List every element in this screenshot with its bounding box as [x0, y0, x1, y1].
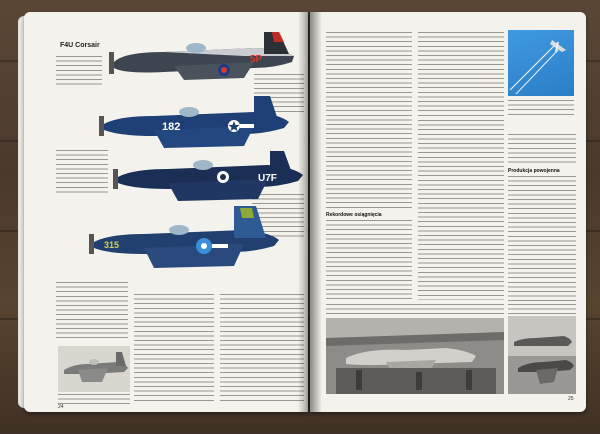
aircraft-sky-photo: [508, 30, 574, 96]
body-text-column: [56, 282, 128, 342]
left-page: [24, 12, 308, 412]
body-text-column: [134, 294, 214, 404]
body-text-column: [508, 134, 576, 164]
body-text-column: [418, 32, 504, 116]
body-text-column: [418, 212, 504, 300]
right-page: [310, 12, 586, 412]
section-heading: Rekordowe osiągnięcia: [326, 212, 382, 218]
page-number: 25: [568, 396, 574, 402]
photo-caption: [508, 100, 574, 118]
body-text-column: [508, 176, 576, 302]
book-gutter: [298, 12, 322, 412]
aircraft-code-label: 182: [162, 121, 181, 133]
aircraft-code-label: 315: [104, 240, 120, 250]
aircraft-formation-photo: [508, 316, 576, 394]
aircraft-code-label: 5P: [250, 54, 263, 65]
body-text-column: [326, 220, 412, 300]
open-magazine: [18, 12, 588, 424]
page-heading: F4U Corsair: [60, 42, 100, 49]
aircraft-illustration-3: [108, 147, 308, 207]
body-text-column: [418, 120, 504, 210]
page-number: 24: [58, 404, 64, 410]
caption-text-block: [56, 56, 102, 86]
factory-photo-bw: [326, 318, 504, 394]
photo-caption: [508, 304, 576, 314]
caption-text-block: [56, 150, 108, 194]
body-text-column: [220, 294, 304, 404]
aircraft-illustration-4: [84, 202, 284, 277]
aircraft-photo-bw: [58, 346, 130, 392]
section-heading: Produkcja powojenna: [508, 168, 560, 174]
aircraft-illustration-1: [104, 22, 304, 92]
photo-caption: [58, 394, 130, 404]
body-text-column: [326, 32, 412, 210]
aircraft-code-label: U7F: [258, 173, 277, 184]
photo-caption: [326, 304, 504, 316]
aircraft-illustration-2: [94, 94, 294, 154]
